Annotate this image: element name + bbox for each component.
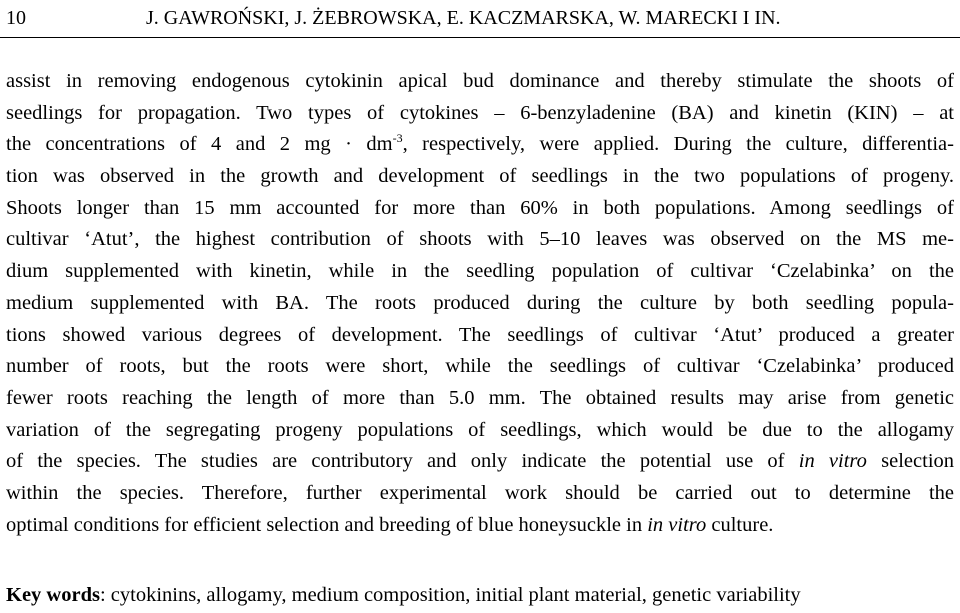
text-span: of the species. The studies are contributory and only indicate the potential use of (6, 450, 799, 473)
text-line: cultivar ‘Atut’, the highest contribution of shoots with 5–10 leaves was observed on the MS me- (6, 228, 954, 251)
text-span: culture. (706, 513, 774, 536)
running-header (6, 4, 954, 34)
text-line: number of roots, but the roots were short, while the seedlings of cultivar ‘Czelabinka’ produced (6, 355, 954, 378)
keywords-line (6, 580, 954, 611)
abstract-paragraph (6, 66, 954, 541)
text-line: tions showed various degrees of development. The seedlings of cultivar ‘Atut’ produced a greater (6, 323, 954, 346)
text-span: selection (866, 450, 955, 473)
text-line (6, 129, 954, 161)
text-span: optimal conditions for efficient selection and breeding of blue honeysuckle in (6, 513, 648, 536)
text-line: fewer roots reaching the length of more than 5.0 mm. The obtained results may arise from genetic (6, 386, 954, 409)
header-rule (0, 37, 960, 38)
text-line (6, 510, 954, 542)
superscript: -3 (392, 131, 403, 146)
running-head-authors: J. GAWROŃSKI, J. ŻEBROWSKA, E. KACZMARSKA, W. MARECKI I IN. (146, 7, 781, 29)
text-line: dium supplemented with kinetin, while in the seedling population of cultivar ‘Czelabinka’ on the (6, 260, 954, 283)
text-span: , respectively, were applied. During the culture, differentia- (402, 133, 954, 156)
text-line: Shoots longer than 15 mm accounted for more than 60% in both populations. Among seedlings of (6, 196, 954, 219)
keywords-label: Key words (6, 584, 100, 606)
text-line: seedlings for propagation. Two types of cytokines – 6-benzyladenine (BA) and kinetin (KIN) – at (6, 101, 954, 124)
text-line: medium supplemented with BA. The roots produced during the culture by both seedling popula- (6, 291, 954, 314)
text-line: assist in removing endogenous cytokinin apical bud dominance and thereby stimulate the shoots of (6, 70, 954, 92)
text-line (6, 446, 954, 478)
text-line: tion was observed in the growth and development of seedlings in the two populations of progeny. (6, 165, 954, 188)
keywords-text: : cytokinins, allogamy, medium composition, initial plant material, genetic variability (99, 584, 801, 606)
text-span: the concentrations of 4 and 2 mg · dm (6, 133, 393, 156)
text-line: variation of the segregating progeny populations of seedlings, which would be due to the allogamy (6, 418, 954, 441)
page-number: 10 (6, 7, 26, 29)
italic-term: in vitro (798, 450, 867, 473)
italic-term: in vitro (647, 513, 707, 536)
text-line: within the species. Therefore, further experimental work should be carried out to determine the (6, 481, 954, 504)
